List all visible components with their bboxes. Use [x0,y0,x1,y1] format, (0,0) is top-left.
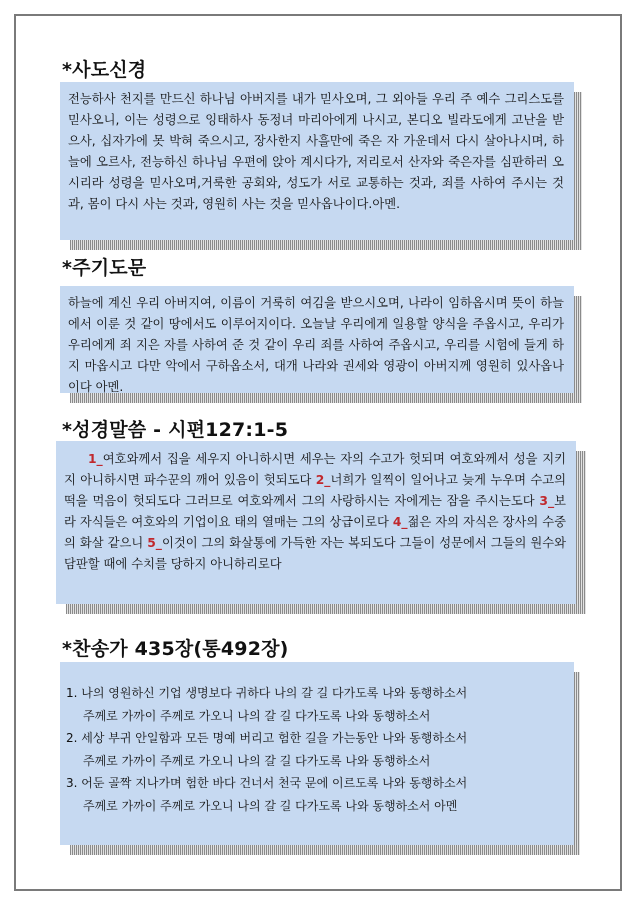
verse-text: 보라 자식들은 여호와의 기업이요 태의 열매는 그의 상급이로다 [64,494,566,529]
hymn-refrain-line: 주께로 가까이 주께로 가오니 나의 갈 길 다가도록 나와 동행하소서 아멘 [83,798,458,813]
verse-text: 이것이 그의 화살통에 가득한 자는 복되도다 그들이 성문에서 그들의 원수와 담판할 때에 수치를 당하지 아니하리로다 [64,536,566,571]
prayer-heading: *주기도문 [62,257,147,279]
hymn-box [60,662,574,845]
verse-number: 2_ [315,473,331,487]
verse-number: 5_ [147,536,162,550]
hymn-refrain-line: 주께로 가까이 주께로 가오니 나의 갈 길 다가도록 나와 동행하소서 [83,708,431,723]
hymn-verse-line: 2. 세상 부귀 안일함과 모든 명예 버리고 험한 길을 가는동안 나와 동행하소서 [66,731,468,745]
verse-text: 여호와께서 집을 세우지 아니하시면 세우는 자의 수고가 헛되며 여호와께서 성을 지키지 아니하시면 파수꾼의 깨어 있음이 헛되도다 [64,452,566,487]
creed-text: 전능하사 천지를 만드신 하나님 아버지를 내가 믿사오며, 그 외아들 우리 주 예수 그리스도를 믿사오니, 이는 성령으로 잉태하사 동정녀 마리아에게 나시고, 본디오 빌라도에게 고난을 받으사, 십자가에 못 박혀 죽으시고, 장사한지 사흘만에 죽은 자 가운데서 다시 살아나시며, 하늘에 오르사, 전능하신 하나님 우편에 앉아 계시다가, 저리로서 산자와 죽은자를 심판하러 오시리라 성령을 믿사오며,거룩한 공회와, 성도가 서로 교통하는 것과, 죄를 사하여 주시는 것과, 몸이 다시 사는 것과, 영원히 사는 것을 믿사옵나이다.아멘. [68,92,564,211]
creed-box [60,82,574,240]
prayer-text: 하늘에 계신 우리 아버지여, 이름이 거룩히 여김을 받으시오며, 나라이 임하옵시며 뜻이 하늘에서 이룬 것 같이 땅에서도 이루어지이다. 오늘날 우리에게 일용할 양식을 주옵시고, 우리가 우리에게 죄 지은 자를 사하여 준 것 같이 우리 죄를 사하여 주옵시고, 우리를 시험에 들게 하지 마옵시고 다만 악에서 구하옵소서, 대개 나라와 권세와 영광이 아버지께 영원히 있사옵나이다 아멘. [68,296,564,393]
scripture-text [64,449,566,575]
verse-text: 너희가 일찍이 일어나고 늦게 누우며 수고의 떡을 먹음이 헛되도다 그러므로 여호와께서 그의 사랑하시는 자에게는 잠을 주시는도다 [64,473,566,508]
hymn-verse-line: 3. 어둔 골짝 지나가며 험한 바다 건너서 천국 문에 이르도록 나와 동행하소서 [66,776,468,790]
verse-number: 3_ [539,494,555,508]
verse-number: 1_ [88,452,103,466]
scripture-box [56,441,576,604]
scripture-heading: *성경말씀 - 시편127:1-5 [62,419,289,441]
verse-number: 4_ [392,515,408,529]
creed-heading: *사도신경 [62,59,147,81]
hymn-refrain-line: 주께로 가까이 주께로 가오니 나의 갈 길 다가도록 나와 동행하소서 [83,753,431,768]
verse-text: 젊은 자의 자식은 장사의 수중의 화살 같으니 [64,515,566,550]
hymn-heading: *찬송가 435장(통492장) [62,638,289,660]
hymn-verse-line: 1. 나의 영원하신 기업 생명보다 귀하다 나의 갈 길 다가도록 나와 동행하소서 [66,686,468,700]
prayer-box [60,286,574,393]
